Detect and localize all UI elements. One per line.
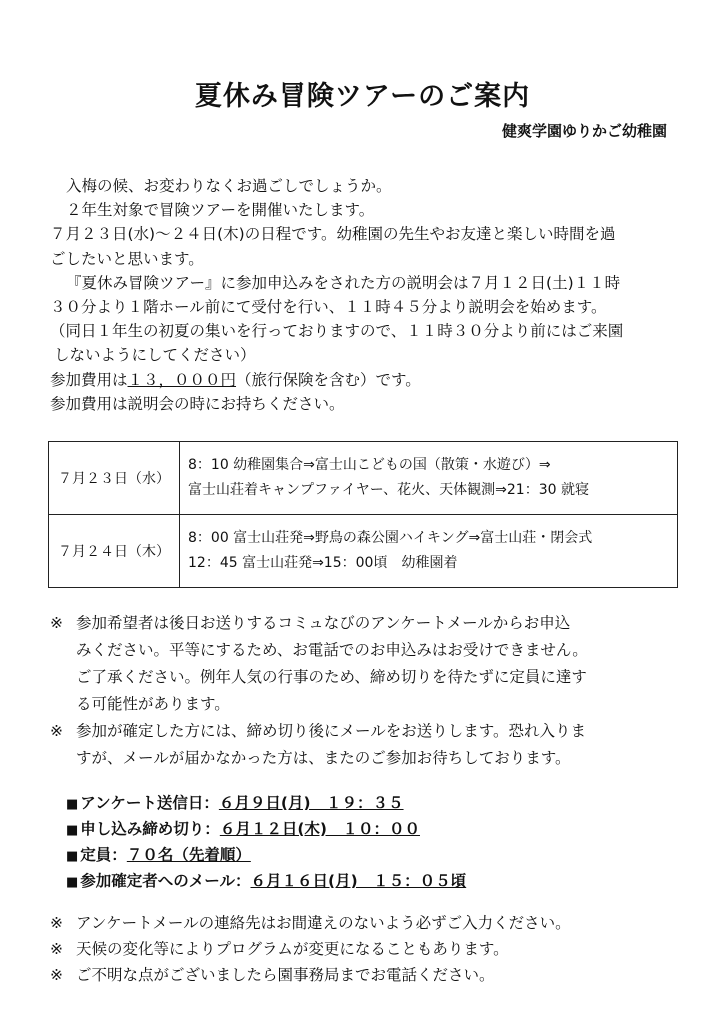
deadline-value: ６月１２日(木) １０：００ — [219, 820, 420, 838]
note-line: みください。平等にするため、お電話でのお申込みはお受けできません。 — [76, 641, 588, 659]
note-item — [50, 718, 690, 772]
note-item — [50, 936, 690, 962]
schedule-row — [49, 515, 678, 588]
schedule-detail-line: 8：10 幼稚園集合⇒富士山こどもの国（散策・水遊び）⇒ — [188, 457, 551, 473]
schedule-detail-line: 8：00 富士山荘発⇒野鳥の森公園ハイキング⇒富士山荘・閉会式 — [188, 530, 593, 546]
briefing-line-1: 『夏休み冒険ツアー』に参加申込みをされた方の説明会は７月１２日(土)１１時 — [66, 273, 621, 292]
bullet-square-icon: ■ — [66, 797, 79, 812]
note-mark: ※ — [50, 940, 63, 958]
note-line: アンケートメールの連絡先はお間違えのないよう必ずご入力ください。 — [76, 914, 571, 932]
caution-line-1: （同日１年生の初夏の集いを行っておりますので、１１時３０分より前にはご来園 — [50, 322, 624, 341]
note-item — [50, 610, 690, 718]
schedule-date: ７月２３日（水） — [49, 442, 180, 515]
schedule-detail-line: 富士山荘着キャンプファイヤー、花火、天体観測⇒21：30 就寝 — [188, 482, 589, 498]
schedule-row — [49, 442, 678, 515]
schedule-date: ７月２４日（木） — [49, 515, 180, 588]
organization-name: 健爽学園ゆりかご幼稚園 — [501, 122, 667, 140]
note-line: ご了承ください。例年人気の行事のため、締め切りを待たずに定員に達す — [76, 668, 587, 686]
note-line: 参加希望者は後日お送りするコミュなびのアンケートメールからお申込 — [76, 614, 571, 632]
survey-date-item — [66, 791, 666, 817]
schedule-details — [180, 515, 678, 588]
schedule-details — [180, 442, 678, 515]
dates-line-2: ごしたいと思います。 — [50, 249, 204, 268]
fee-prefix: 参加費用は — [50, 370, 128, 389]
briefing-line-2: ３０分より１階ホール前にて受付を行い、１１時４５分より説明会を始めます。 — [50, 298, 607, 317]
deadline-item — [66, 817, 666, 843]
capacity-label: 定員： — [80, 846, 127, 864]
dates-line-1: ７月２３日(水)～２４日(木)の日程です。幼稚園の先生やお友達と楽しい時間を過 — [50, 225, 616, 244]
note-mark: ※ — [50, 966, 63, 984]
final-notes-section — [50, 910, 690, 988]
key-info-list — [66, 791, 666, 895]
notes-section — [50, 610, 690, 772]
deadline-label: 申し込み締め切り： — [80, 820, 220, 838]
capacity-item — [66, 843, 666, 869]
note-mark: ※ — [50, 614, 63, 632]
note-mark: ※ — [50, 722, 63, 740]
note-line: る可能性があります。 — [76, 695, 230, 713]
note-item — [50, 910, 690, 936]
page-title: 夏休み冒険ツアーのご案内 — [194, 81, 531, 112]
announcement-line: ２年生対象で冒険ツアーを開催いたします。 — [66, 201, 375, 220]
note-line: ご不明な点がございましたら園事務局までお電話ください。 — [76, 966, 495, 984]
bullet-square-icon: ■ — [66, 849, 79, 864]
note-line: 参加が確定した方には、締め切り後にメールをお送りします。恐れ入りま — [76, 722, 586, 740]
note-mark: ※ — [50, 914, 63, 932]
intro-text — [50, 174, 690, 416]
bullet-square-icon: ■ — [66, 823, 79, 838]
greeting-line: 入梅の候、お変わりなくお過ごしでしょうか。 — [66, 177, 392, 195]
schedule-table — [48, 441, 678, 588]
confirm-mail-item — [66, 869, 666, 895]
fee-suffix: （旅行保険を含む）です。 — [236, 370, 421, 389]
fee-line — [50, 368, 690, 392]
fee-amount: １３，０００円 — [127, 370, 237, 389]
confirm-mail-value: ６月１６日(月) １５：０５頃 — [250, 872, 467, 890]
bullet-square-icon: ■ — [66, 875, 79, 890]
survey-date-label: アンケート送信日： — [80, 794, 219, 812]
capacity-value: ７０名（先着順） — [126, 846, 251, 864]
note-item — [50, 962, 690, 988]
note-line: すが、メールが届かなかった方は、またのご参加お待ちしております。 — [76, 749, 571, 767]
schedule-detail-line: 12：45 富士山荘発⇒15：00頃 幼稚園着 — [188, 555, 458, 571]
confirm-mail-label: 参加確定者へのメール： — [80, 872, 251, 890]
note-line: 天候の変化等によりプログラムが変更になることもあります。 — [76, 940, 509, 958]
fee-note-line: 参加費用は説明会の時にお持ちください。 — [50, 394, 345, 413]
survey-date-value: ６月９日(月) １９：３５ — [218, 794, 404, 812]
caution-line-2: しないようにしてください） — [54, 346, 256, 365]
